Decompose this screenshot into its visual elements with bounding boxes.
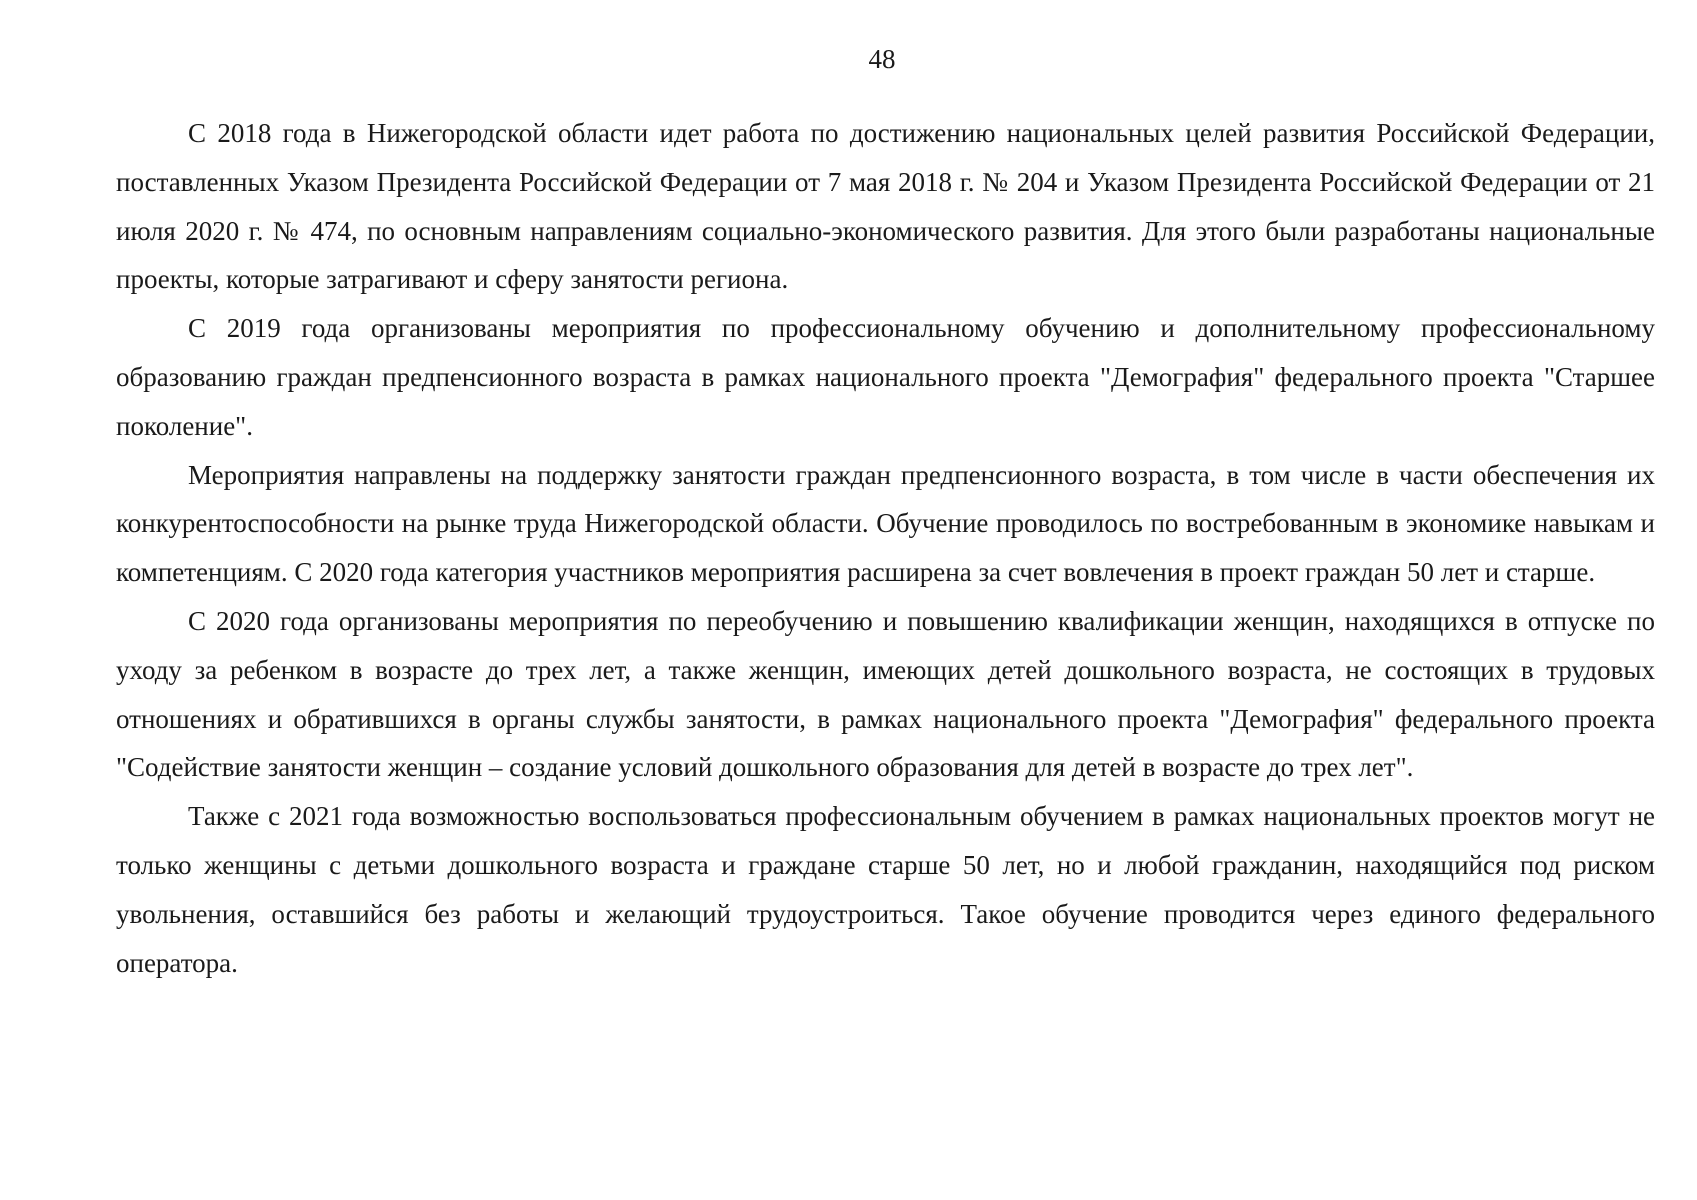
page-number: 48 [868,44,896,74]
document-body [116,109,1655,987]
paragraph-employment-support: Мероприятия направлены на поддержку занятости граждан предпенсионного возраста, в том числе в части обеспечения их конкурентоспособности на рынке труда Нижегородской области. Обучение проводилось по востребованным в экономике навыкам и компетенциям. С 2020 года категория участников мероприятия расширена за счет вовлечения в проект граждан 50 лет и старше. [116,459,1655,588]
paragraph-national-goals: С 2018 года в Нижегородской области идет работа по достижению национальных целей развития Российской Федерации, поставленных Указом Президента Российской Федерации от 7 мая 2018 г. № 204 и Указом Президента Российской Федерации от 21 июля 2020 г. № 474, по основным направлениям социально-экономического развития. Для этого были разработаны национальные проекты, которые затрагивают и сферу занятости региона. [116,118,1655,295]
paragraph-women-retraining: С 2020 года организованы мероприятия по переобучению и повышению квалификации женщин, находящихся в отпуске по уходу за ребенком в возрасте до трех лет, а также женщин, имеющих детей дошкольного возраста, не состоящих в трудовых отношениях и обратившихся в органы службы занятости, в рамках национального проекта "Демография" федерального проекта "Содействие занятости женщин – создание условий дошкольного образования для детей в возрасте до трех лет". [116,605,1655,783]
paragraph-pre-retirement-training: С 2019 года организованы мероприятия по профессиональному обучению и дополнительному профессиональному образованию граждан предпенсионного возраста в рамках национального проекта "Демография" федерального проекта "Старшее поколение". [116,313,1655,441]
paragraph-federal-operator: Также с 2021 года возможностью воспользоваться профессиональным обучением в рамках национальных проектов могут не только женщины с детьми дошкольного возраста и граждане старше 50 лет, но и любой гражданин, находящийся под риском увольнения, оставшийся без работы и желающий трудоустроиться. Такое обучение проводится через единого федерального оператора. [116,801,1655,978]
